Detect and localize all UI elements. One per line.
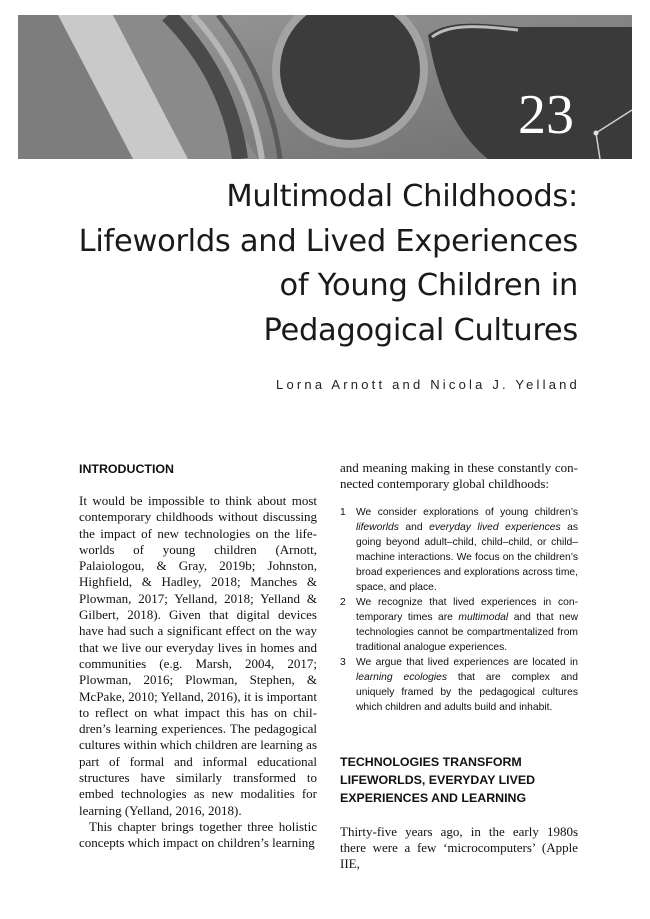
list-item: [340, 655, 578, 715]
list-number: 1: [340, 506, 346, 518]
list-item: [340, 505, 578, 595]
title-line: Lifeworlds and Lived Experiences: [78, 223, 578, 259]
section-heading-technologies: TECHNOLOGIES TRANSFORM LIFEWORLDS, EVERYDAY LIVED EXPERIENCES AND LEARNING: [340, 754, 536, 805]
left-column: [79, 460, 317, 852]
concepts-list: [340, 505, 578, 715]
technologies-paragraph: Thirty-five years ago, in the early 1980s there were a few ‘microcomputers’ (Apple IIE,: [340, 823, 578, 872]
title-line: of Young Children in: [279, 268, 578, 303]
chapter-banner: [18, 15, 632, 159]
list-text: We recognize that lived experiences in contemporary times are multimodal and that new technologies cannot be compartmentalized from traditional analogue experiences.: [356, 596, 579, 653]
title-line: Pedagogical Cultures: [263, 312, 578, 348]
intro-paragraph-2: This chapter brings together three holistic concepts which impact on children’s learning: [79, 818, 317, 851]
list-number: 2: [340, 596, 346, 608]
title-line: Multimodal Childhoods:: [226, 179, 578, 214]
list-text: We consider explorations of young children’s lifeworlds and everyday lived experiences as going beyond adult–child, child–child, or child–machine interactions. We focus on the children’s broad experiences and explorations across time, space, and place.: [356, 506, 579, 593]
chapter-title: [58, 175, 578, 353]
intro-paragraph: It would be impossible to think about most contemporary childhoods without discussing the impact of new technologies on the lifeworlds of young children (Arnott, Palaiologou, & Gray, 2019b; Johnston, Highfield, & Hadley, 2018; Manches & Plowman, 2017; Yelland, 2018; Yelland & Gilbert, 2018). Given that digital devices have had such a significant effect on the way that we live our everyday lives in homes and communities (e.g. Marsh, 2004, 2017; Plowman, 2016; Plowman, Stephen, & McPake, 2010; Yelland, 2016), it is important to reflect on what impact this has on children’s learning experiences. The pedagogical cultures within which children are learning as part of formal and informal educational structures have similarly transformed to embed technologies as new modalities for learning (Yelland, 2016, 2018).: [79, 493, 317, 818]
list-number: 3: [340, 656, 346, 668]
right-column: [340, 460, 578, 872]
list-item: [340, 595, 578, 655]
continuation-paragraph: and meaning making in these constantly connected contemporary global childhoods:: [340, 460, 578, 492]
chapter-number: 23: [518, 84, 574, 146]
authors: Lorna Arnott and Nicola J. Yelland: [276, 377, 580, 392]
list-text: We argue that lived experiences are located in learning ecologies that are complex and uniquely framed by the pedagogical cultures which children and adults build and inhabit.: [356, 656, 578, 713]
section-heading-introduction: INTRODUCTION: [79, 462, 174, 476]
